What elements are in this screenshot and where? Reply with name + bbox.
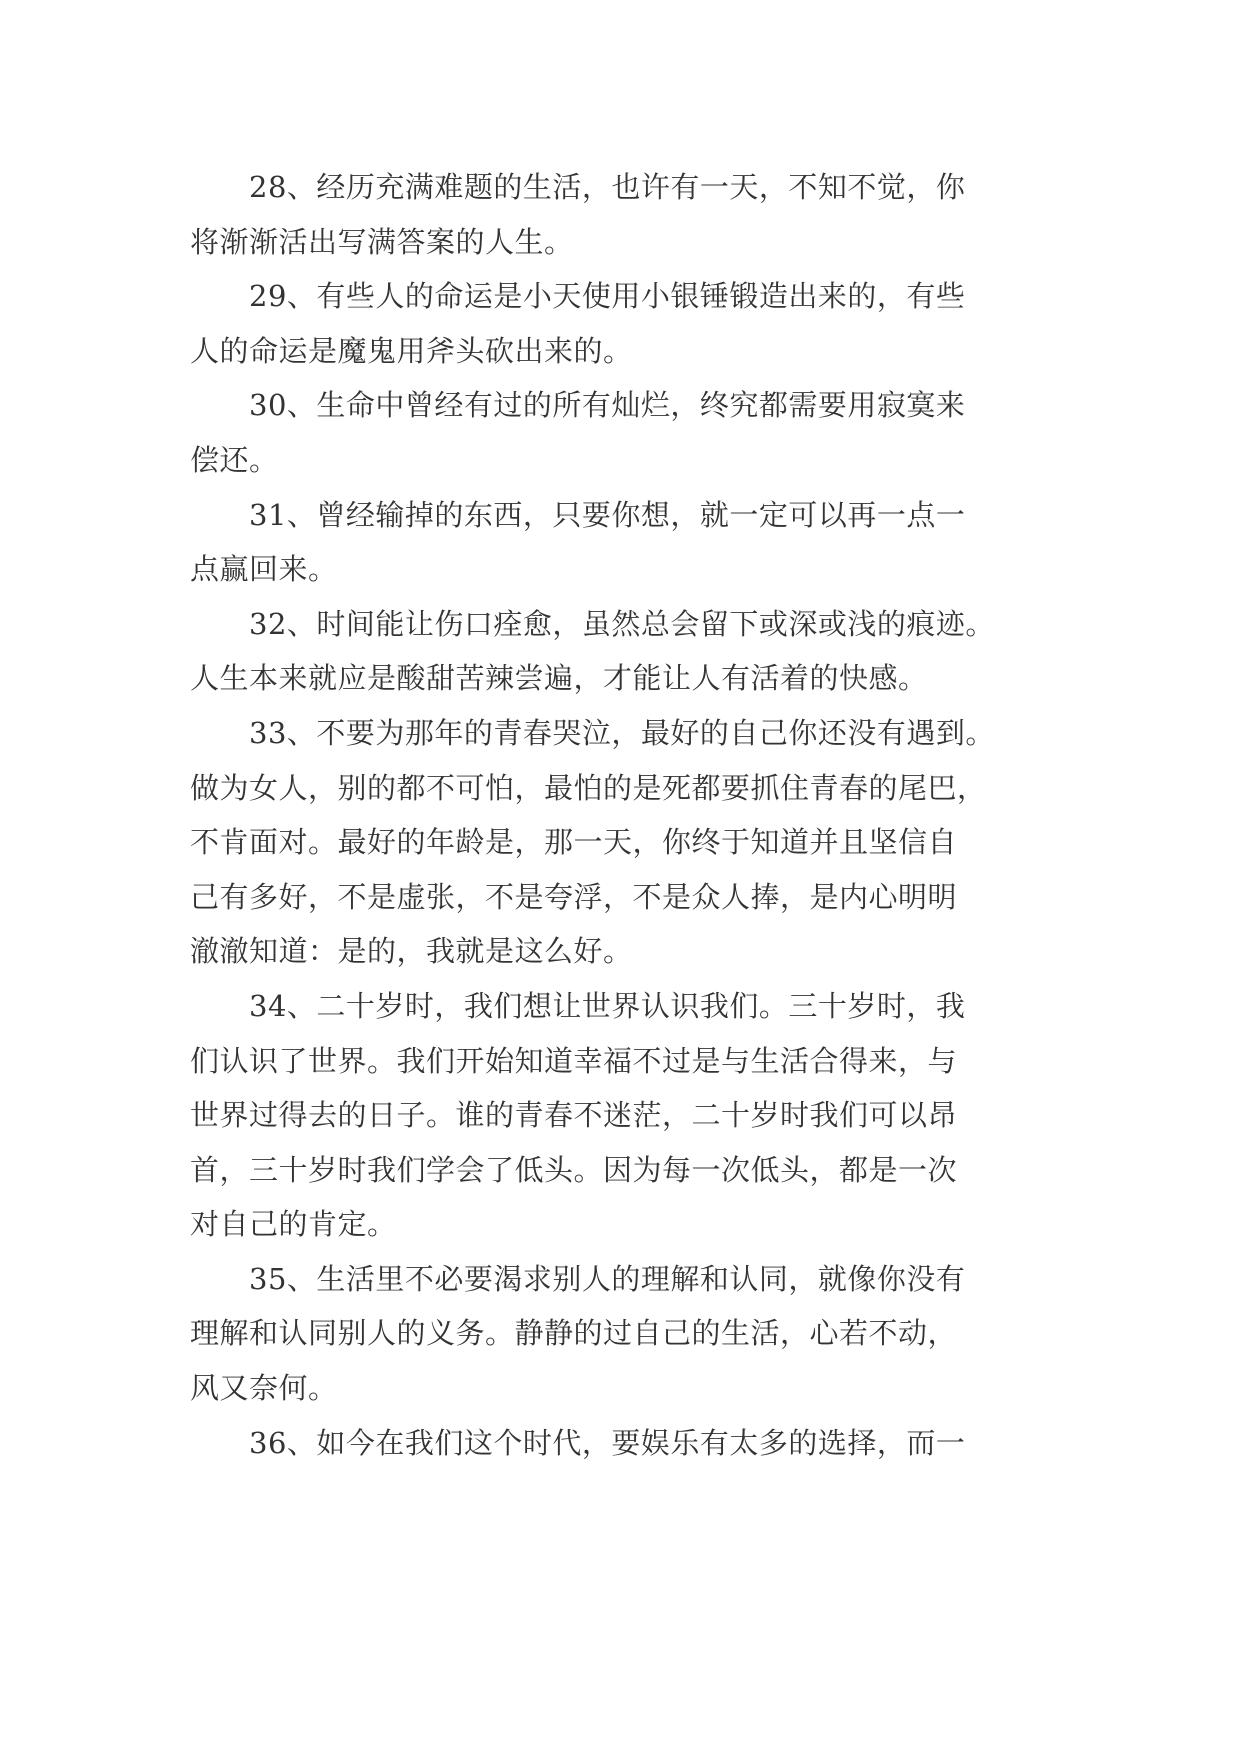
text-line: 人的命运是魔鬼用斧头砍出来的。 [190,333,633,368]
text-line: 33、不要为那年的青春哭泣，最好的自己你还没有遇到。 [249,715,995,750]
text-line: 人生本来就应是酸甜苦辣尝遍，才能让人有活着的快感。 [190,661,928,696]
text-line: 28、经历充满难题的生活，也许有一天，不知不觉，你 [249,170,966,204]
paragraph-28 [190,160,1052,269]
text-line: 世界过得去的日子。谁的青春不迷茫，二十岁时我们可以昂 [190,1098,958,1133]
text-line: 做为女人，别的都不可怕，最怕的是死都要抓住青春的尾巴， [190,770,987,805]
paragraph-36 [190,1416,1052,1471]
text-line: 偿还。 [190,442,279,477]
text-line: 风又奈何。 [190,1371,338,1406]
paragraph-33 [190,706,1052,979]
paragraph-31 [190,488,1052,597]
paragraph-29 [190,269,1052,378]
text-line: 31、曾经输掉的东西，只要你想，就一定可以再一点一 [249,497,966,532]
text-line: 将渐渐活出写满答案的人生。 [190,224,574,259]
paragraph-30 [190,378,1052,487]
document-body [190,160,1052,1470]
text-line: 己有多好，不是虚张，不是夸浮，不是众人捧，是内心明明 [190,879,958,914]
paragraph-35 [190,1252,1052,1416]
text-line: 首，三十岁时我们学会了低头。因为每一次低头，都是一次 [190,1152,958,1187]
text-line: 34、二十岁时，我们想让世界认识我们。三十岁时，我 [249,988,966,1023]
text-line: 30、生命中曾经有过的所有灿烂，终究都需要用寂寞来 [249,388,966,423]
text-line: 36、如今在我们这个时代，要娱乐有太多的选择，而一 [249,1425,966,1460]
text-line: 理解和认同别人的义务。静静的过自己的生活，心若不动， [190,1316,958,1351]
text-line: 们认识了世界。我们开始知道幸福不过是与生活合得来，与 [190,1043,958,1078]
text-line: 点赢回来。 [190,552,338,587]
paragraph-32 [190,597,1052,706]
text-line: 不肯面对。最好的年龄是，那一天，你终于知道并且坚信自 [190,825,958,860]
text-line: 32、时间能让伤口痊愈，虽然总会留下或深或浅的痕迹。 [249,606,995,641]
text-line: 29、有些人的命运是小天使用小银锤锻造出来的，有些 [249,279,966,314]
text-line: 35、生活里不必要渴求别人的理解和认同，就像你没有 [249,1261,966,1296]
text-line: 澈澈知道：是的，我就是这么好。 [190,934,633,969]
paragraph-34 [190,979,1052,1252]
text-line: 对自己的肯定。 [190,1207,397,1242]
